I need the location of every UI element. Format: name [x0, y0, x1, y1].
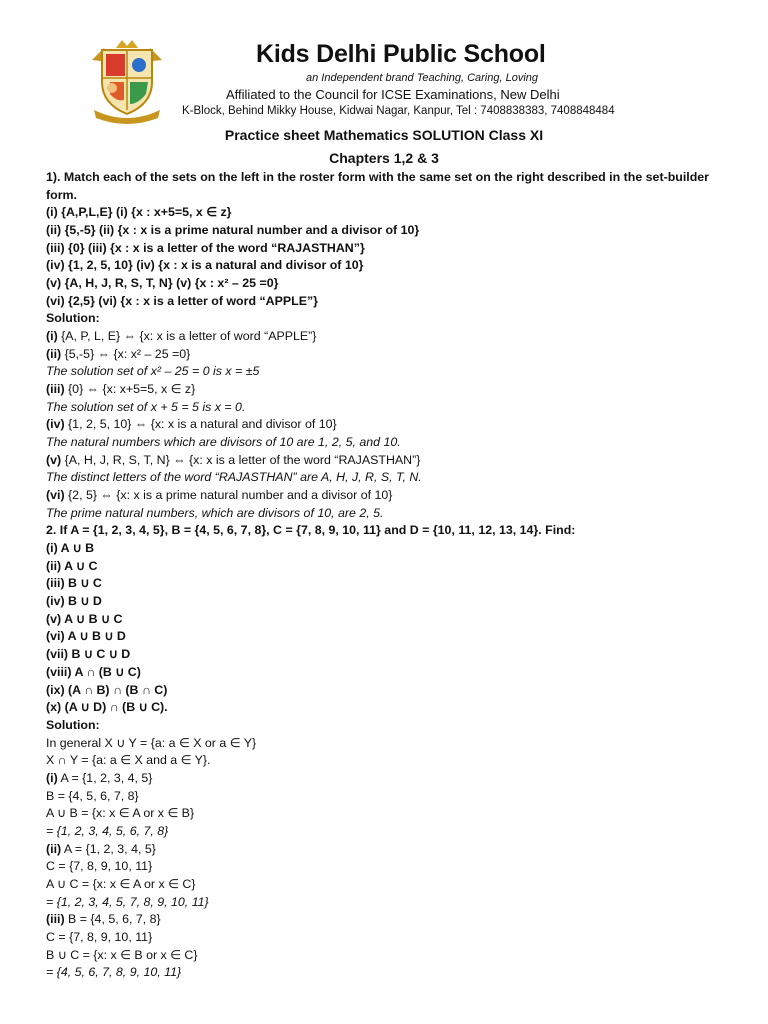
q1-solution-label: Solution: [46, 311, 100, 326]
q1-solution-note: The solution set of x + 5 = 5 is x = 0. [46, 399, 246, 414]
q2-item: (vii) B ∪ C ∪ D [46, 647, 131, 662]
q1-solution-line: (ii) {5,-5} ⇔ {x: x² – 25 =0} [46, 346, 191, 361]
q2-item: (vi) A ∪ B ∪ D [46, 629, 126, 644]
sheet-title: Practice sheet Mathematics SOLUTION Class XI [224, 127, 544, 143]
q2-solution-line: A ∪ C = {x: x ∈ A or x ∈ C} [46, 876, 196, 891]
q1-solution-note: The natural numbers which are divisors of 10 are 1, 2, 5, and 10. [46, 435, 401, 450]
q2-solution-label: Solution: [46, 717, 100, 732]
school-crest-icon [88, 38, 166, 124]
q2-general-rule: In general X ∪ Y = {a: a ∈ X or a ∈ Y} [46, 735, 257, 750]
q1-solution-line: (v) {A, H, J, R, S, T, N} ⇔ {x: x is a letter of the word “RAJASTHAN”} [46, 452, 421, 467]
q1-solution-line: (iv) {1, 2, 5, 10} ⇔ {x: x is a natural and divisor of 10} [46, 417, 337, 432]
q2-item: (i) A ∪ B [46, 541, 95, 556]
q1-solution-note: The prime natural numbers, which are divisors of 10, are 2, 5. [46, 505, 384, 520]
school-tagline: an Independent brand Teaching, Caring, Loving [306, 72, 538, 84]
school-affiliation: Affiliated to the Council for ICSE Examinations, New Delhi [226, 87, 560, 102]
school-address: K-Block, Behind Mikky House, Kidwai Nagar, Kanpur, Tel : 7408838383, 7408848484 [182, 105, 615, 117]
q2-item: (ix) (A ∩ B) ∩ (B ∩ C) [46, 682, 168, 697]
q2-solution-result: = {1, 2, 3, 4, 5, 7, 8, 9, 10, 11} [46, 894, 209, 909]
q2-solution-line: (iii) B = {4, 5, 6, 7, 8} [46, 912, 161, 927]
school-name: Kids Delhi Public School [256, 40, 546, 68]
worksheet-content [46, 169, 736, 982]
question-2-text: 2. If A = {1, 2, 3, 4, 5}, B = {4, 5, 6, 7, 8}, C = {7, 8, 9, 10, 11} and D = {10, 11, 12, 13, 14}. Find: [46, 523, 576, 538]
q2-solution-line: B ∪ C = {x: x ∈ B or x ∈ C} [46, 947, 198, 962]
q2-solution-line: (ii) A = {1, 2, 3, 4, 5} [46, 841, 156, 856]
q2-item: (ii) A ∪ C [46, 558, 98, 573]
q1-solution-line: (vi) {2, 5} ⇔ {x: x is a prime natural number and a divisor of 10} [46, 488, 393, 503]
q1-item: (iii) {0} (iii) {x : x is a letter of the word “RAJASTHAN”} [46, 240, 365, 255]
q2-general-rule: X ∩ Y = {a: a ∈ X and a ∈ Y}. [46, 753, 211, 768]
q1-item: (vi) {2,5} (vi) {x : x is a letter of word “APPLE”} [46, 293, 318, 308]
sheet-subtitle: Chapters 1,2 & 3 [329, 150, 439, 166]
q2-item: (iv) B ∪ D [46, 594, 102, 609]
q1-item: (v) {A, H, J, R, S, T, N} (v) {x : x² – 25 =0} [46, 276, 279, 291]
q2-solution-result: = {1, 2, 3, 4, 5, 6, 7, 8} [46, 823, 169, 838]
q2-solution-line: A ∪ B = {x: x ∈ A or x ∈ B} [46, 806, 195, 821]
q2-solution-line: B = {4, 5, 6, 7, 8} [46, 788, 139, 803]
q1-item: (i) {A,P,L,E} (i) {x : x+5=5, x ∈ z} [46, 205, 232, 220]
q2-solution-line: C = {7, 8, 9, 10, 11} [46, 929, 153, 944]
q1-solution-line: (iii) {0} ⇔ {x: x+5=5, x ∈ z} [46, 382, 196, 397]
q2-solution-line: C = {7, 8, 9, 10, 11} [46, 859, 153, 874]
q2-item: (x) (A ∪ D) ∩ (B ∪ C). [46, 700, 168, 715]
q1-solution-line: (i) {A, P, L, E} ⇔ {x: x is a letter of word “APPLE”} [46, 329, 317, 344]
q2-item: (v) A ∪ B ∪ C [46, 611, 123, 626]
letterhead [88, 38, 728, 124]
q1-item: (iv) {1, 2, 5, 10} (iv) {x : x is a natural and divisor of 10} [46, 258, 364, 273]
q2-solution-result: = {4, 5, 6, 7, 8, 9, 10, 11} [46, 965, 182, 980]
q2-item: (viii) A ∩ (B ∪ C) [46, 664, 141, 679]
q2-item: (iii) B ∪ C [46, 576, 102, 591]
q1-solution-note: The distinct letters of the word “RAJASTHAN” are A, H, J, R, S, T, N. [46, 470, 422, 485]
q1-solution-note: The solution set of x² – 25 = 0 is x = ±5 [46, 364, 260, 379]
question-1-text: 1). Match each of the sets on the left in the roster form with the same set on the right described in the set-builder form. [46, 170, 710, 202]
q2-solution-line: (i) A = {1, 2, 3, 4, 5} [46, 770, 153, 785]
q1-item: (ii) {5,-5} (ii) {x : x is a prime natural number and a divisor of 10} [46, 223, 420, 238]
